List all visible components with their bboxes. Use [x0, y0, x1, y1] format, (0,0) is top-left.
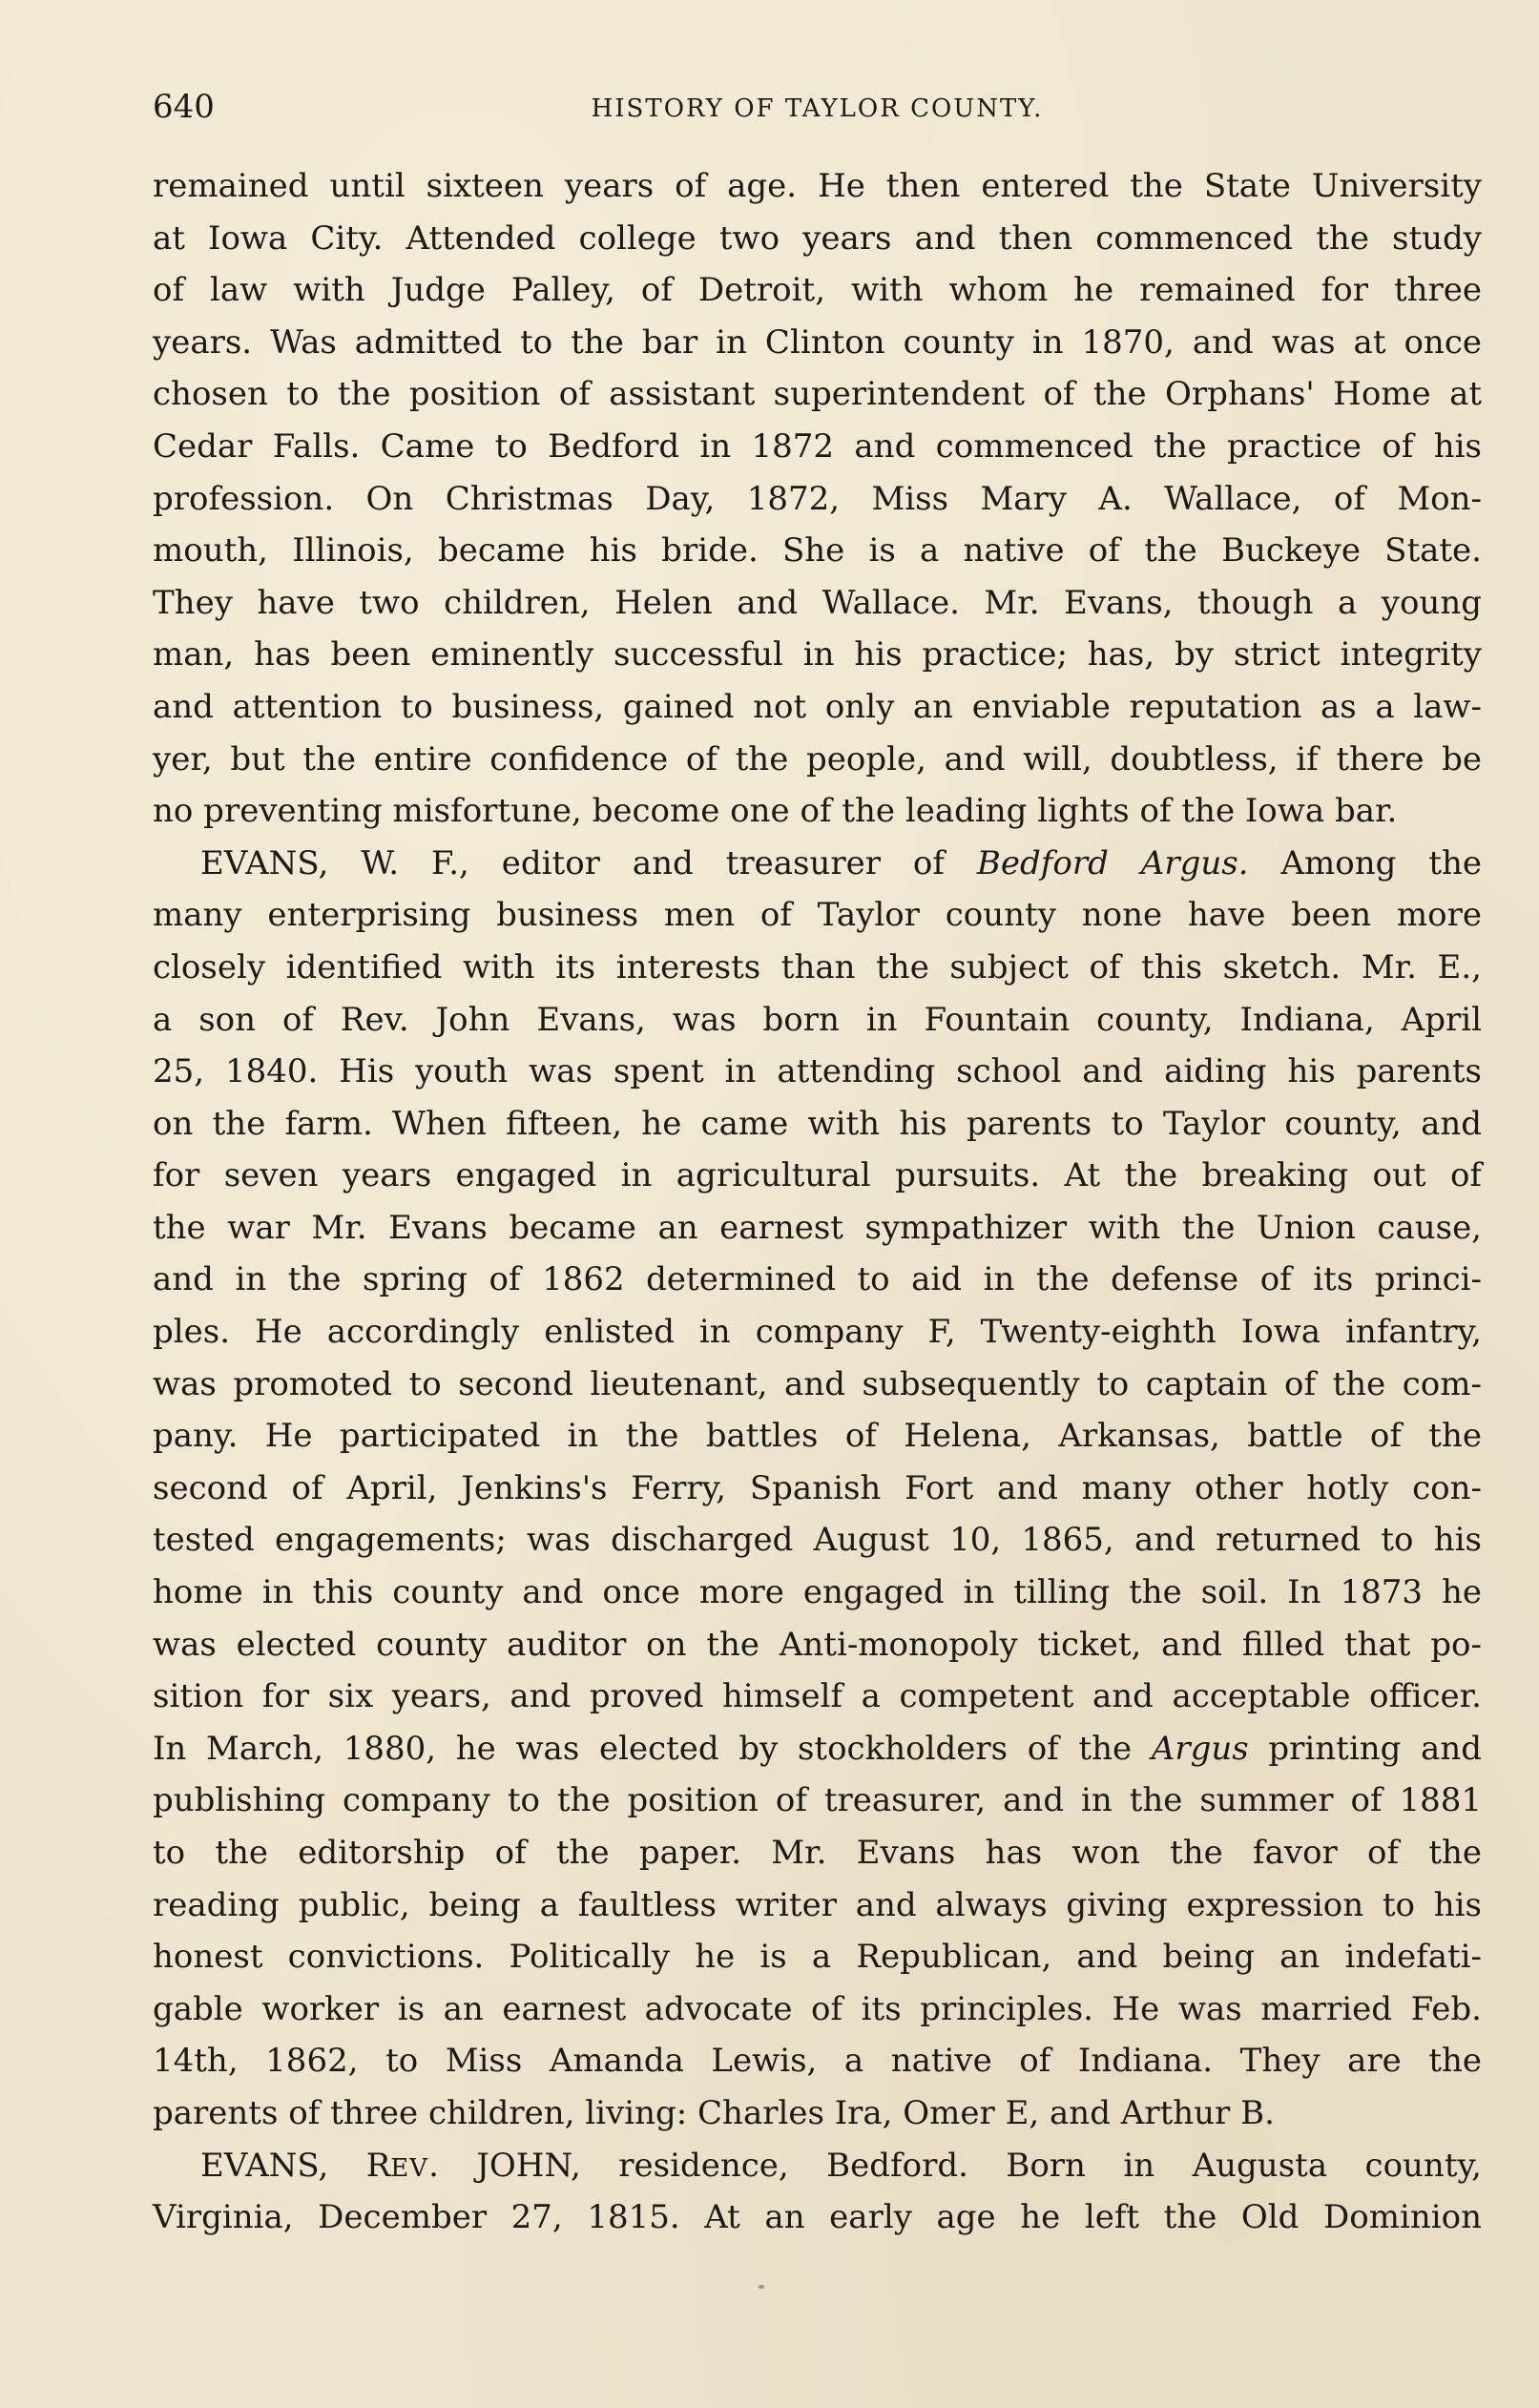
text-line: publishing company to the position of treasurer, and in the summer of 1881 [153, 1781, 1482, 1820]
text-line: was elected county auditor on the Anti-monopoly ticket, and filled that po- [153, 1625, 1482, 1664]
ink-speck [759, 2285, 764, 2289]
text-line: gable worker is an earnest advocate of its principles. He was married Feb. [153, 1989, 1482, 2028]
text-line [153, 1723, 1482, 1775]
text-line: tested engagements; was discharged August 10, 1865, and returned to his [153, 1521, 1482, 1560]
text-line: at Iowa City. Attended college two years and then commenced the study [153, 218, 1482, 258]
text-line: chosen to the position of assistant superintendent of the Orphans' Home at [153, 375, 1482, 414]
entry-heading-line [153, 838, 1482, 890]
text-line: remained until sixteen years of age. He then entered the State University [153, 167, 1482, 205]
text-line: parents of three children, living: Charles Ira, Omer E, and Arthur B. [153, 2093, 1275, 2132]
text-line-tail: . JOHN, residence, Bedford. Born in Augusta county, [428, 2146, 1482, 2185]
text-line: and attention to business, gained not only an enviable reputation as a law- [153, 687, 1482, 726]
text-line: pany. He participated in the battles of Helena, Arkansas, battle of the [153, 1417, 1482, 1456]
text-line: no preventing misfortune, become one of the leading lights of the Iowa bar. [153, 792, 1398, 831]
text-line: 25, 1840. His youth was spent in attending school and aiding his parents [153, 1052, 1482, 1091]
text-line: and in the spring of 1862 determined to aid in the defense of its princi- [153, 1260, 1482, 1299]
text-line: Cedar Falls. Came to Bedford in 1872 and commenced the practice of his [153, 426, 1482, 466]
text-line: profession. On Christmas Day, 1872, Miss Mary A. Wallace, of Mon- [153, 479, 1482, 518]
text-line: was promoted to second lieutenant, and subsequently to captain of the com- [153, 1364, 1482, 1403]
newspaper-title: Bedford Argus. [976, 843, 1249, 882]
text-line: reading public, being a faultless writer and always giving expression to his [153, 1885, 1482, 1924]
text-line-tail: printing and [1248, 1729, 1482, 1768]
text-line: man, has been eminently successful in his practice; has, by strict integrity [153, 635, 1482, 675]
newspaper-title: Argus [1151, 1729, 1249, 1768]
running-head [153, 88, 1482, 126]
text-line: honest convictions. Politically he is a Republican, and being an indefati- [153, 1938, 1482, 1977]
text-line: for seven years engaged in agricultural pursuits. At the breaking out of [153, 1156, 1482, 1195]
text-line: the war Mr. Evans became an earnest sympathizer with the Union cause, [153, 1208, 1482, 1247]
body-text [153, 160, 1482, 2244]
entry-heading-text: EVANS, R [200, 2146, 391, 2185]
text-line: mouth, Illinois, became his bride. She is a native of the Buckeye State. [153, 531, 1482, 571]
text-line: many enterprising business men of Taylor county none have been more [153, 896, 1482, 935]
text-line-tail: Among the [1248, 843, 1483, 882]
text-line: second of April, Jenkins's Ferry, Spanish Fort and many other hotly con- [153, 1468, 1482, 1507]
text-line: ples. He accordingly enlisted in company F, Twenty-eighth Iowa infantry, [153, 1313, 1482, 1352]
text-line: to the editorship of the paper. Mr. Evans has won the favor of the [153, 1834, 1482, 1872]
text-line: closely identified with its interests than the subject of this sketch. Mr. E., [153, 947, 1482, 986]
page-number: 640 [153, 88, 215, 126]
text-line: years. Was admitted to the bar in Clinton county in 1870, and was at once [153, 322, 1482, 362]
entry-heading-line [153, 2140, 1482, 2192]
text-line: They have two children, Helen and Wallace. Mr. Evans, though a young [153, 583, 1482, 622]
small-caps-title: EV [390, 2153, 429, 2183]
text-line: on the farm. When fifteen, he came with his parents to Taylor county, and [153, 1104, 1482, 1143]
text-line: of law with Judge Palley, of Detroit, with whom he remained for three [153, 271, 1482, 310]
text-line: Virginia, December 27, 1815. At an early age he left the Old Dominion [153, 2198, 1482, 2237]
entry-heading-text: EVANS, W. F., editor and treasurer of [200, 843, 977, 882]
running-title: HISTORY OF TAYLOR COUNTY. [591, 94, 1044, 123]
text-line: a son of Rev. John Evans, was born in Fountain county, Indiana, April [153, 1000, 1482, 1039]
text-line-head: In March, 1880, he was elected by stockholders of the [153, 1729, 1152, 1768]
text-line: yer, but the entire confidence of the people, and will, doubtless, if there be [153, 739, 1482, 778]
text-line: home in this county and once more engaged in tilling the soil. In 1873 he [153, 1573, 1482, 1612]
text-line: sition for six years, and proved himself a competent and acceptable officer. [153, 1677, 1482, 1716]
text-line: 14th, 1862, to Miss Amanda Lewis, a native of Indiana. They are the [153, 2042, 1482, 2081]
